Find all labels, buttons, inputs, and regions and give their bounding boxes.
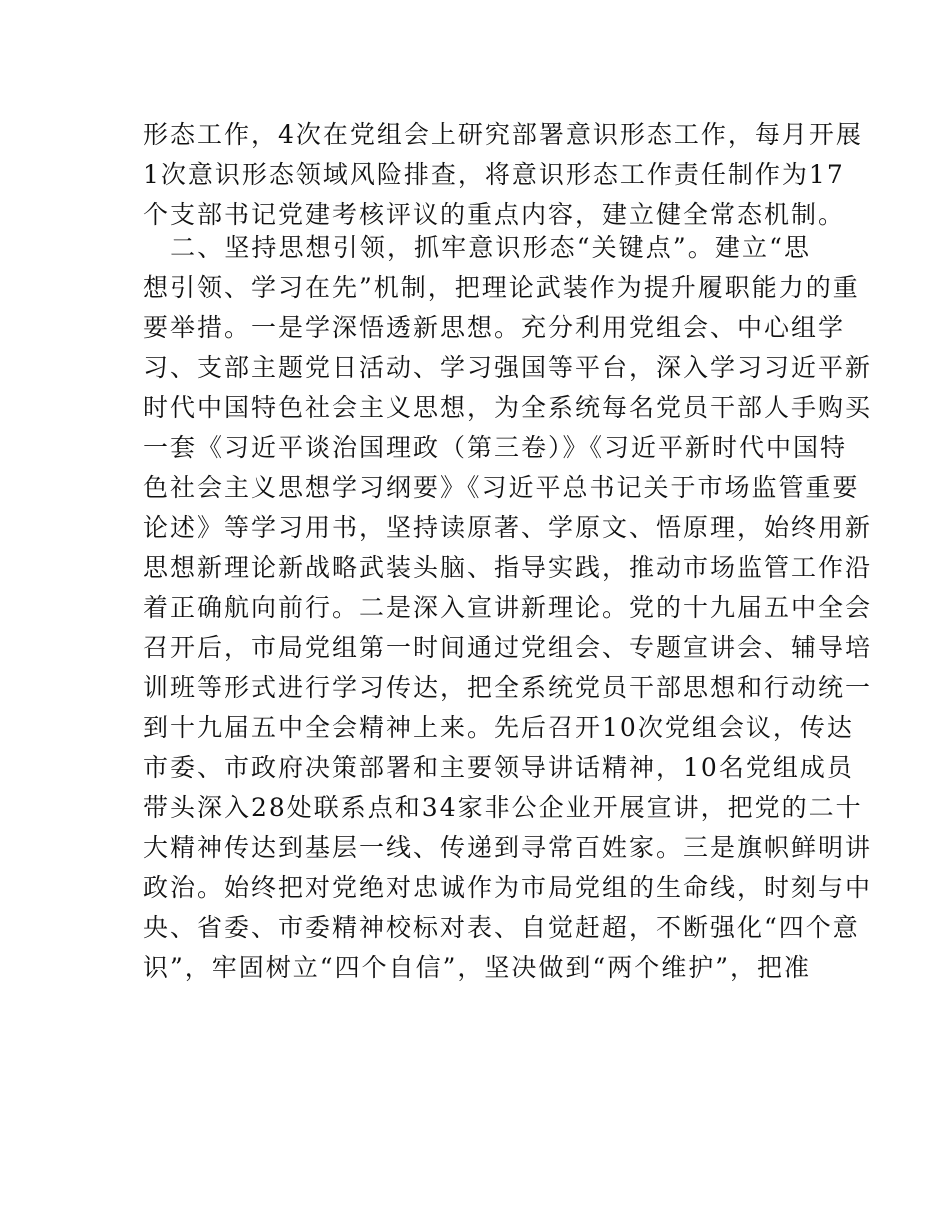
text-line: 思想新理论新战略武装头脑、指导实践，推动市场监管工作沿 (143, 553, 873, 582)
text-line: 着正确航向前行。二是深入宣讲新理论。党的十九届五中全会 (143, 593, 873, 622)
text-line: 习、支部主题党日活动、学习强国等平台，深入学习习近平新 (143, 353, 873, 382)
text-line: 召开后，市局党组第一时间通过党组会、专题宣讲会、辅导培 (143, 633, 873, 662)
text-line: 带头深入28处联系点和34家非公企业开展宣讲，把党的二十 (143, 793, 863, 822)
text-line: 个支部书记党建考核评议的重点内容，建立健全常态机制。 (143, 200, 846, 229)
text-line: 色社会主义思想学习纲要》《习近平总书记关于市场监管重要 (143, 473, 860, 502)
paragraph-2 (143, 228, 873, 988)
paragraph-1 (143, 115, 863, 235)
text-line: 1次意识形态领域风险排查，将意识形态工作责任制作为17 (143, 160, 845, 189)
text-line: 论述》等学习用书，坚持读原著、学原文、悟原理，始终用新 (143, 513, 873, 542)
text-line: 央、省委、市委精神校标对表、自觉赶超，不断强化“四个意 (143, 913, 860, 942)
text-line: 一套《习近平谈治国理政（第三卷）》《习近平新时代中国特 (143, 433, 848, 462)
text-line: 二、坚持思想引领，抓牢意识形态“关键点”。建立“思 (143, 233, 811, 262)
text-line: 训班等形式进行学习传达，把全系统党员干部思想和行动统一 (143, 673, 873, 702)
text-line: 形态工作，4次在党组会上研究部署意识形态工作，每月开展 (143, 120, 863, 149)
text-line: 要举措。一是学深悟透新思想。充分利用党组会、中心组学 (143, 313, 846, 342)
text-line: 大精神传达到基层一线、传递到寻常百姓家。三是旗帜鲜明讲 (143, 833, 873, 862)
text-line: 时代中国特色社会主义思想，为全系统每名党员干部人手购买 (143, 393, 873, 422)
text-line: 到十九届五中全会精神上来。先后召开10次党组会议，传达 (143, 713, 854, 742)
text-line: 市委、市政府决策部署和主要领导讲话精神，10名党组成员 (143, 753, 854, 782)
text-line: 政治。始终把对党绝对忠诚作为市局党组的生命线，时刻与中 (143, 873, 873, 902)
text-line: 识”，牢固树立“四个自信”，坚决做到“两个维护”，把准 (143, 953, 811, 982)
text-line: 想引领、学习在先”机制，把理论武装作为提升履职能力的重 (143, 273, 860, 302)
